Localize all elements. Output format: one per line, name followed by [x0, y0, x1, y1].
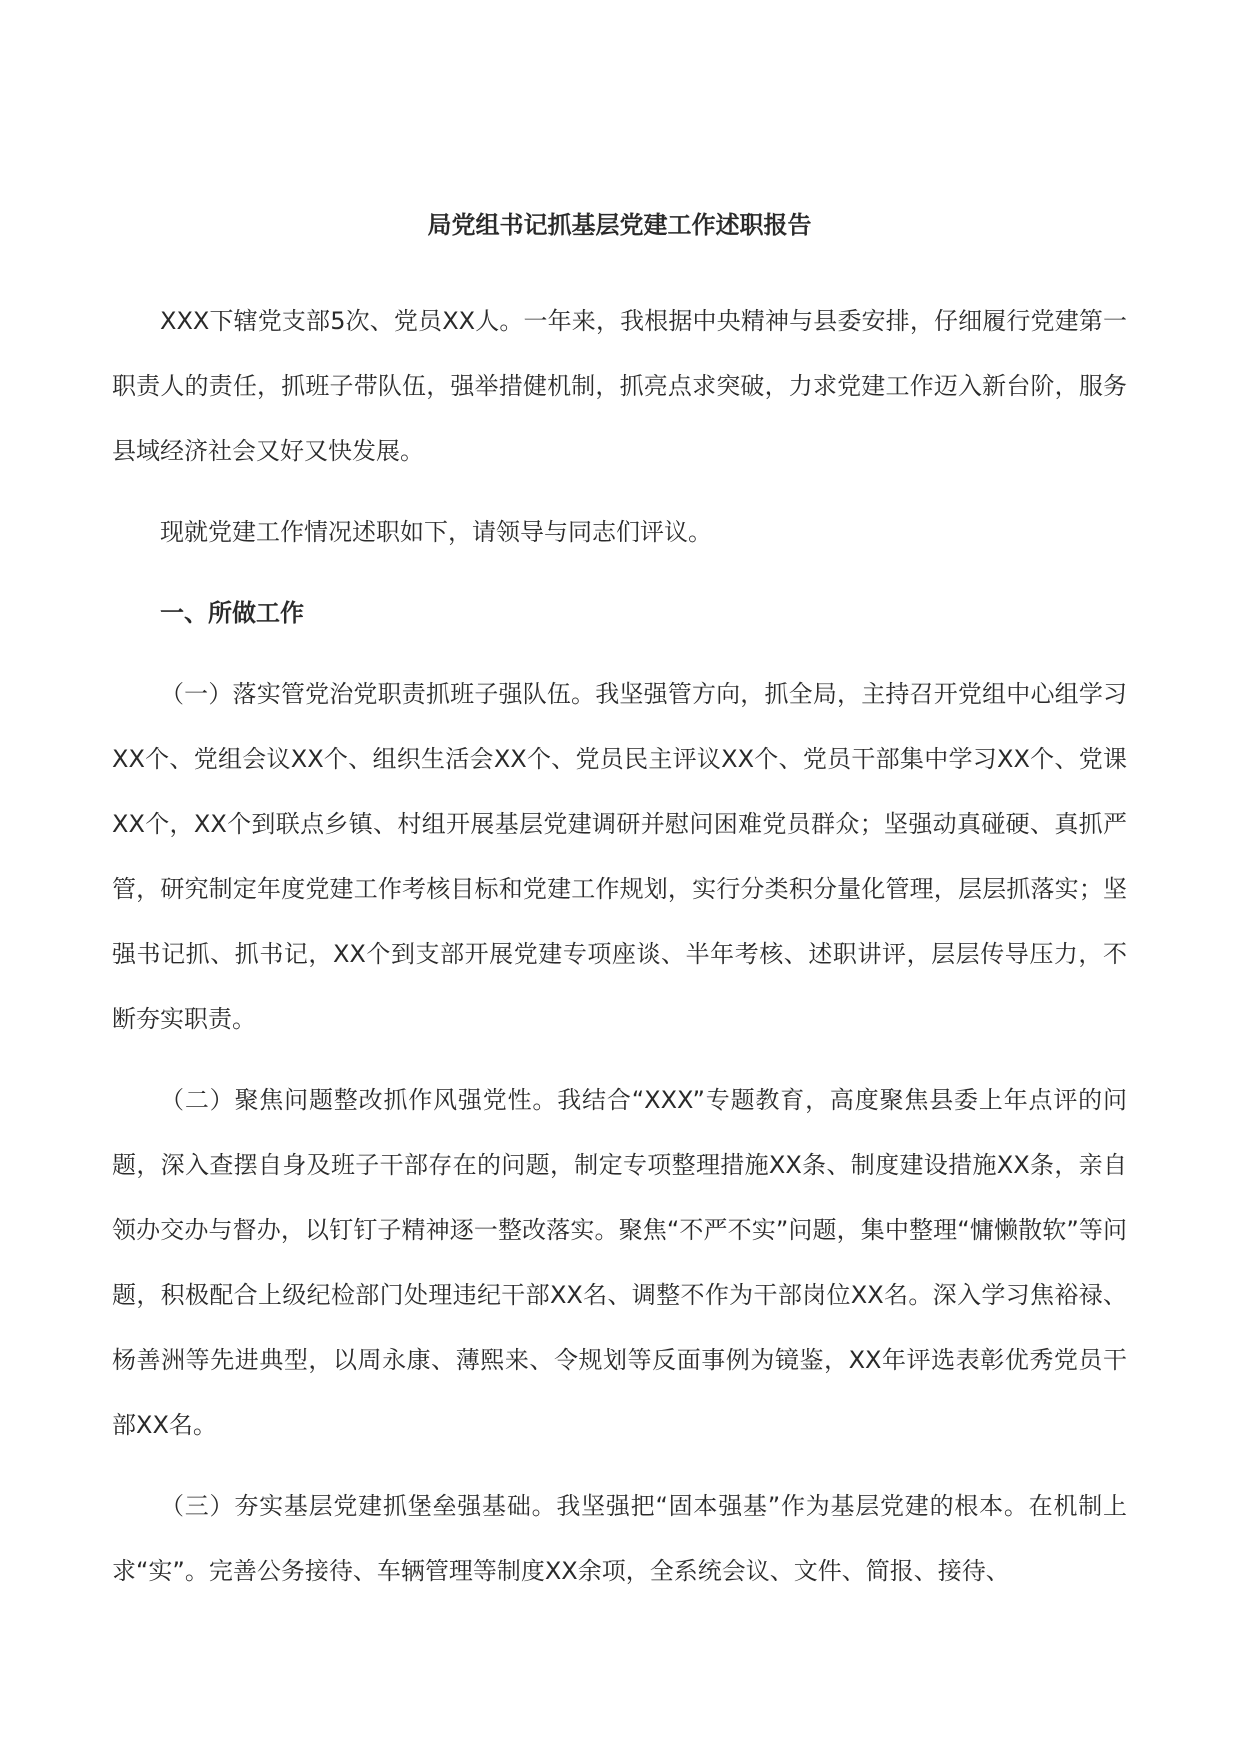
section-1-paragraph: （一）落实管党治党职责抓班子强队伍。我坚强管方向，抓全局，主持召开党组中心组学习XX个、党组会议XX个、组织生活会XX个、党员民主评议XX个、党员干部集中学习XX个、党课XX个，XX个到联点乡镇、村组开展基层党建调研并慰问困难党员群众；坚强动真碰硬、真抓严管，研究制定年度党建工作考核目标和党建工作规划，实行分类积分量化管理，层层抓落实；坚强书记抓、抓书记，XX个到支部开展党建专项座谈、半年考核、述职讲评，层层传导压力，不断夯实职责。 [112, 680, 1127, 1033]
document-title: 局党组书记抓基层党建工作述职报告 [427, 211, 812, 239]
section-2-paragraph: （二）聚焦问题整改抓作风强党性。我结合“XXX”专题教育，高度聚焦县委上年点评的问题，深入查摆自身及班子干部存在的问题，制定专项整理措施XX条、制度建设措施XX条，亲自领办交办与督办，以钉钉子精神逐一整改落实。聚焦“不严不实”问题，集中整理“慵懒散软”等问题，积极配合上级纪检部门处理违纪干部XX名、调整不作为干部岗位XX名。深入学习焦裕禄、杨善洲等先进典型，以周永康、薄熙来、令规划等反面事例为镜鉴，XX年评选表彰优秀党员干部XX名。 [112, 1086, 1127, 1439]
section-heading: 一、所做工作 [160, 599, 304, 627]
intro-paragraph: XXX下辖党支部5次、党员XX人。一年来，我根据中央精神与县委安排，仔细履行党建第一职责人的责任，抓班子带队伍，强举措健机制，抓亮点求突破，力求党建工作迈入新台阶，服务县域经济社会又好又快发展。 [112, 307, 1127, 465]
document-body [112, 205, 1127, 1620]
section-3-paragraph: （三）夯实基层党建抓堡垒强基础。我坚强把“固本强基”作为基层党建的根本。在机制上求“实”。完善公务接待、车辆管理等制度XX余项，全系统会议、文件、简报、接待、 [112, 1492, 1127, 1585]
review-request-paragraph: 现就党建工作情况述职如下，请领导与同志们评议。 [160, 518, 712, 546]
